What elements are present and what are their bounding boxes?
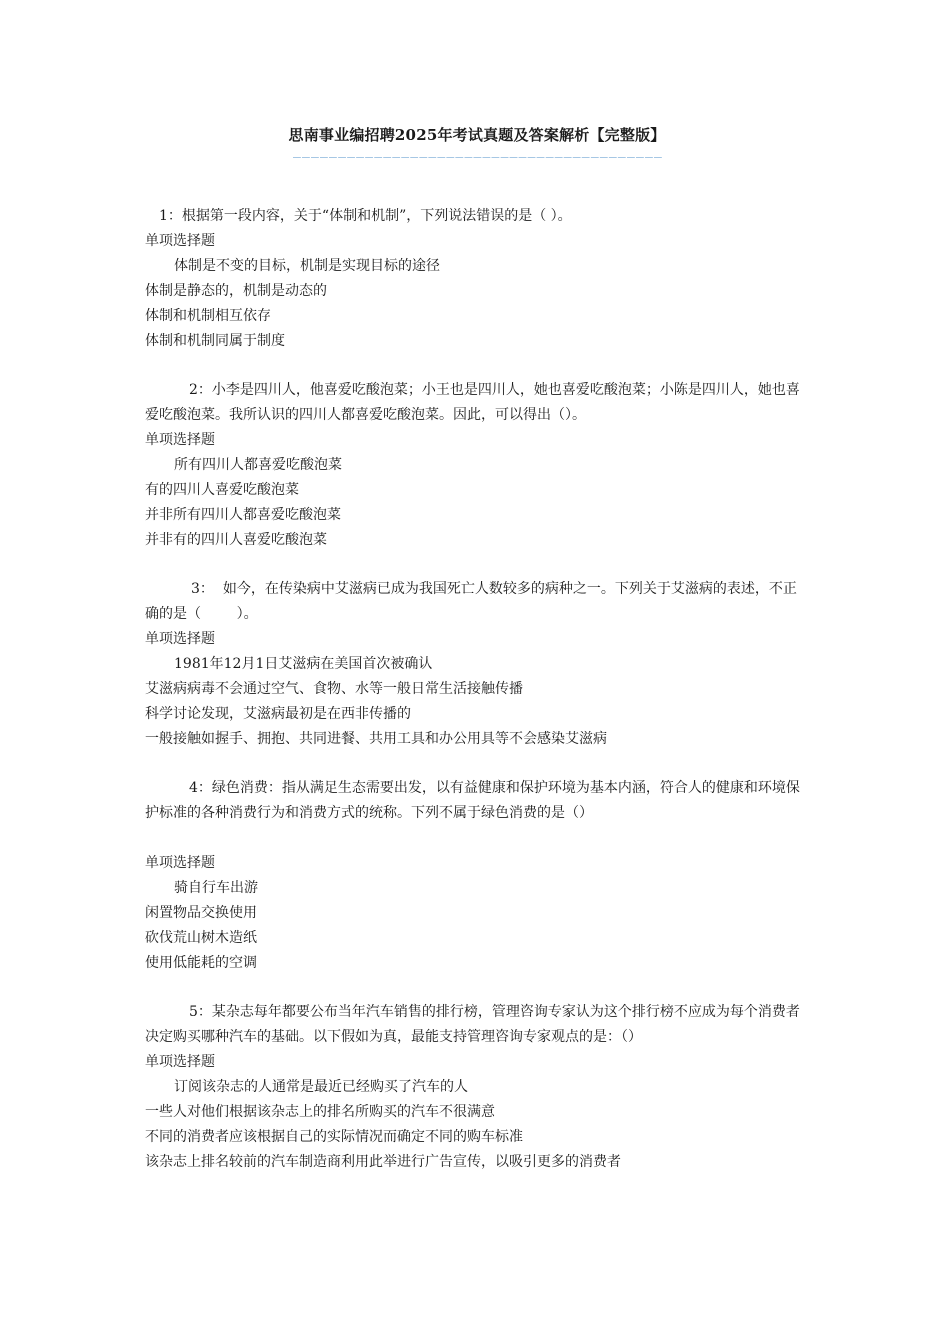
question-type: 单项选择题 — [145, 233, 215, 249]
question-text: 某杂志每年都要公布当年汽车销售的排行榜，管理咨询专家认为这个排行榜不应成为每个消费者决定购买哪种汽车的基础。以下假如为真，最能支持管理咨询专家观点的是：（） — [145, 1004, 800, 1045]
question-text: 如今，在传染病中艾滋病已成为我国死亡人数较多的病种之一。下列关于艾滋病的表述，不正确的是（ ）。 — [145, 581, 797, 622]
question-stem — [145, 378, 809, 428]
question-type: 单项选择题 — [145, 1054, 215, 1070]
question-5 — [145, 1000, 809, 1175]
option-a[interactable]: 体制是不变的目标，机制是实现目标的途径 — [174, 258, 440, 274]
option-c[interactable]: 体制和机制相互依存 — [145, 308, 271, 324]
question-2 — [145, 378, 809, 553]
question-type: 单项选择题 — [145, 432, 215, 448]
question-type: 单项选择题 — [145, 631, 215, 647]
option-a[interactable]: 所有四川人都喜爱吃酸泡菜 — [174, 457, 342, 473]
option-a[interactable]: 骑自行车出游 — [174, 880, 258, 896]
question-number: 5： — [189, 1004, 212, 1020]
option-d[interactable]: 并非有的四川人喜爱吃酸泡菜 — [145, 532, 327, 548]
option-d[interactable]: 该杂志上排名较前的汽车制造商利用此举进行广告宣传，以吸引更多的消费者 — [145, 1154, 621, 1170]
question-3 — [145, 577, 809, 752]
question-4 — [145, 776, 809, 976]
option-a[interactable]: 1981年12月1日艾滋病在美国首次被确认 — [174, 656, 433, 672]
option-b[interactable]: 闲置物品交换使用 — [145, 905, 257, 921]
document-page — [145, 124, 809, 1199]
question-stem — [145, 204, 809, 229]
option-c[interactable]: 砍伐荒山树木造纸 — [145, 930, 257, 946]
option-c[interactable]: 不同的消费者应该根据自己的实际情况而确定不同的购车标准 — [145, 1129, 523, 1145]
option-d[interactable]: 使用低能耗的空调 — [145, 955, 257, 971]
option-b[interactable]: 有的四川人喜爱吃酸泡菜 — [145, 482, 299, 498]
option-c[interactable]: 科学讨论发现，艾滋病最初是在西非传播的 — [145, 706, 411, 722]
question-text: 绿色消费：指从满足生态需要出发，以有益健康和保护环境为基本内涵，符合人的健康和环境保护标准的各种消费行为和消费方式的统称。下列不属于绿色消费的是（） — [145, 780, 800, 821]
question-number: 3： — [191, 581, 214, 597]
question-stem — [145, 577, 809, 627]
question-text: 根据第一段内容，关于“体制和机制”，下列说法错误的是（ ）。 — [181, 208, 572, 224]
question-stem — [145, 776, 809, 826]
option-a[interactable]: 订阅该杂志的人通常是最近已经购买了汽车的人 — [174, 1079, 468, 1095]
option-d[interactable]: 体制和机制同属于制度 — [145, 333, 285, 349]
option-d[interactable]: 一般接触如握手、拥抱、共同进餐、共用工具和办公用具等不会感染艾滋病 — [145, 731, 607, 747]
question-number: 4： — [189, 780, 212, 796]
option-b[interactable]: 艾滋病病毒不会通过空气、食物、水等一般日常生活接触传播 — [145, 681, 523, 697]
question-type: 单项选择题 — [145, 855, 215, 871]
option-c[interactable]: 并非所有四川人都喜爱吃酸泡菜 — [145, 507, 341, 523]
option-b[interactable]: 一些人对他们根据该杂志上的排名所购买的汽车不很满意 — [145, 1104, 495, 1120]
question-stem — [145, 1000, 809, 1050]
question-text: 小李是四川人，他喜爱吃酸泡菜；小王也是四川人，她也喜爱吃酸泡菜；小陈是四川人，她也喜爱吃酸泡菜。我所认识的四川人都喜爱吃酸泡菜。因此，可以得出（）。 — [145, 382, 800, 423]
question-number: 2： — [189, 382, 212, 398]
title-divider: ————————————————————————————————————————— — [292, 150, 664, 165]
spacer — [145, 826, 809, 851]
question-number: 1： — [159, 208, 182, 224]
document-title: 思南事业编招聘2025年考试真题及答案解析【完整版】 — [288, 126, 666, 144]
option-b[interactable]: 体制是静态的，机制是动态的 — [145, 283, 327, 299]
question-list — [145, 204, 809, 1175]
question-1 — [145, 204, 809, 354]
